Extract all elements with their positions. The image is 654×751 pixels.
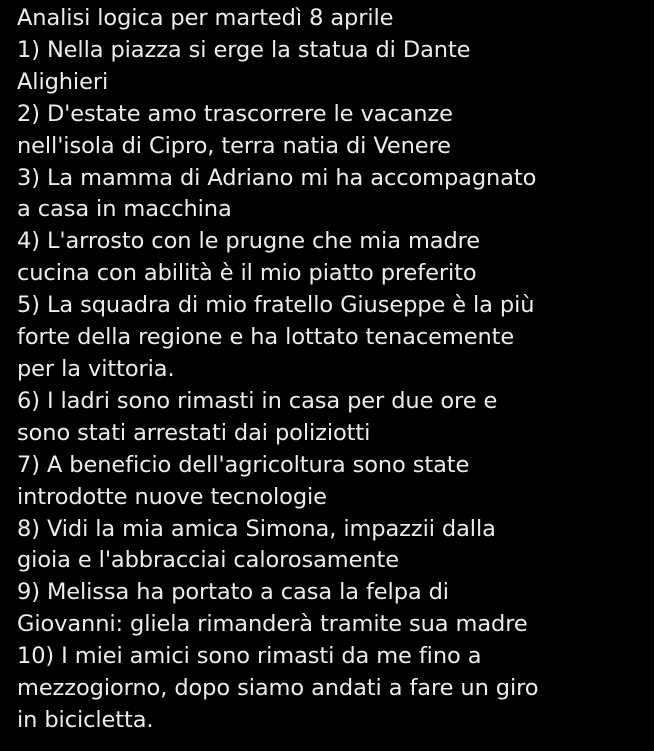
message-line: in bicicletta. [17,706,154,733]
message-line: 1) Nella piazza si erge la statua di Dante [17,36,471,63]
message-line: 10) I miei amici sono rimasti da me fino a [17,643,482,670]
message-line: sono stati arrestati dai poliziotti [17,419,371,446]
message-line: 7) A beneficio dell'agricoltura sono state [17,451,470,478]
message-line: 9) Melissa ha portato a casa la felpa di [17,579,449,606]
message-line: Alighieri [17,68,109,95]
message-line: 6) I ladri sono rimasti in casa per due ore e [17,387,498,414]
message-line: Giovanni: gliela rimanderà tramite sua madre [17,611,528,638]
message-line: 3) La mamma di Adriano mi ha accompagnato [17,164,537,191]
message-line: a casa in macchina [17,196,232,223]
message-line: 2) D'estate amo trascorrere le vacanze [17,100,453,127]
message-title-line: Analisi logica per martedì 8 aprile [17,5,394,31]
message-line: mezzogiorno, dopo siamo andati a fare un giro [17,675,539,702]
message-line: 8) Vidi la mia amica Simona, impazzii dalla [17,515,496,542]
message-text [17,3,649,737]
message-line: introdotte nuove tecnologie [17,483,327,510]
message-line: nell'isola di Cipro, terra natia di Venere [17,132,451,159]
message-line: 5) La squadra di mio fratello Giuseppe è la più [17,292,535,319]
message-line: forte della regione e ha lottato tenacemente [17,324,515,351]
message-line: cucina con abilità è il mio piatto preferito [17,260,477,287]
message-line: per la vittoria. [17,355,175,382]
message-line: gioia e l'abbracciai calorosamente [17,547,399,574]
message-line: 4) L'arrosto con le prugne che mia madre [17,228,481,255]
